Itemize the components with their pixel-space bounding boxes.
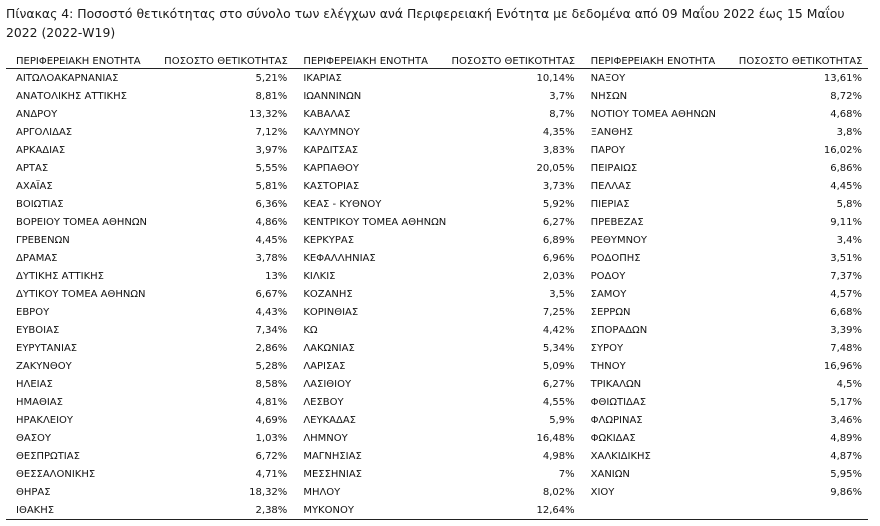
positivity-rate: 5,81% [255, 180, 288, 192]
region-name: ΜΥΚΟΝΟΥ [293, 501, 449, 520]
positivity-rate: 13,61% [823, 72, 862, 84]
positivity-rate: 16,96% [823, 360, 862, 372]
region-name: ΜΑΓΝΗΣΙΑΣ [303, 450, 362, 462]
table-row [6, 141, 868, 159]
positivity-rate: 4,81% [255, 396, 288, 408]
table-row [6, 249, 868, 267]
positivity-rate: 4,69% [255, 414, 288, 426]
positivity-rate: 13,32% [249, 108, 288, 120]
positivity-rate: 10,14% [536, 72, 575, 84]
positivity-rate: 6,68% [830, 306, 862, 318]
region-name: ΚΟΡΙΝΘΙΑΣ [303, 306, 359, 318]
region-name: ΚΑΡΠΑΘΟΥ [303, 162, 359, 174]
table-row [6, 87, 868, 105]
positivity-rate: 7,25% [542, 306, 575, 318]
header-rate-2: ΠΟΣΟΣΤΟ ΘΕΤΙΚΟΤΗΤΑΣ [449, 54, 580, 69]
region-name: ΚΑΡΔΙΤΣΑΣ [303, 144, 359, 156]
positivity-rate: 5,17% [830, 396, 862, 408]
region-name: ΣΑΜΟΥ [590, 288, 627, 300]
region-name: ΑΙΤΩΛΟΑΚΑΡΝΑΝΙΑΣ [16, 72, 119, 84]
region-name: ΡΟΔΟΠΗΣ [590, 252, 641, 264]
region-name: ΚΕΦΑΛΛΗΝΙΑΣ [303, 252, 376, 264]
region-name: ΚΑΣΤΟΡΙΑΣ [303, 180, 360, 192]
region-name: ΣΥΡΟΥ [590, 342, 624, 354]
region-name: ΗΡΑΚΛΕΙΟΥ [16, 414, 74, 426]
region-name: ΡΕΘΥΜΝΟΥ [590, 234, 648, 246]
positivity-rate: 16,48% [536, 432, 575, 444]
region-name: ΛΗΜΝΟΥ [303, 432, 348, 444]
positivity-rate: 3,39% [830, 324, 862, 336]
table-row [6, 303, 868, 321]
region-name: ΡΟΔΟΥ [590, 270, 626, 282]
header-row [6, 54, 868, 69]
positivity-rate: 7,37% [830, 270, 862, 282]
region-name: ΚΕΝΤΡΙΚΟΥ ΤΟΜΕΑ ΑΘΗΝΩΝ [303, 216, 447, 228]
region-name: ΝΑΞΟΥ [590, 72, 626, 84]
region-name: ΑΡΚΑΔΙΑΣ [16, 144, 66, 156]
region-name: ΓΡΕΒΕΝΩΝ [16, 234, 70, 246]
positivity-rate: 4,43% [255, 306, 288, 318]
table-row [6, 213, 868, 231]
region-name: ΞΑΝΘΗΣ [590, 126, 633, 138]
region-name: ΚΙΛΚΙΣ [303, 270, 336, 282]
positivity-rate: 5,9% [549, 414, 575, 426]
positivity-rate: 8,81% [255, 90, 288, 102]
positivity-rate: 5,21% [255, 72, 288, 84]
table-row [6, 411, 868, 429]
positivity-table [6, 54, 868, 520]
table-row [6, 69, 868, 88]
region-name: ΒΟΡΕΙΟΥ ΤΟΜΕΑ ΑΘΗΝΩΝ [16, 216, 147, 228]
region-name: ΗΛΕΙΑΣ [16, 378, 53, 390]
positivity-rate: 18,32% [249, 486, 288, 498]
table-row [6, 195, 868, 213]
table-row [6, 375, 868, 393]
region-name: ΗΜΑΘΙΑΣ [16, 396, 63, 408]
positivity-rate: 2,03% [542, 270, 575, 282]
table-row [6, 285, 868, 303]
region-name: ΔΥΤΙΚΗΣ ΑΤΤΙΚΗΣ [16, 270, 104, 282]
region-name: ΤΡΙΚΑΛΩΝ [590, 378, 642, 390]
positivity-rate: 6,96% [542, 252, 575, 264]
positivity-rate: 4,71% [255, 468, 288, 480]
positivity-rate: 8,02% [542, 486, 575, 498]
positivity-rate: 5,09% [542, 360, 575, 372]
region-name: ΑΝΑΤΟΛΙΚΗΣ ΑΤΤΙΚΗΣ [16, 90, 127, 102]
region-name: ΙΚΑΡΙΑΣ [303, 72, 342, 84]
header-region-3: ΠΕΡΙΦΕΡΕΙΑΚΗ ΕΝΟΤΗΤΑ [581, 54, 737, 69]
region-name: ΚΩ [303, 324, 318, 336]
region-name: ΠΑΡΟΥ [590, 144, 625, 156]
table-row [6, 357, 868, 375]
table-row [6, 483, 868, 501]
region-name: ΚΕΡΚΥΡΑΣ [303, 234, 355, 246]
positivity-rate: 5,28% [255, 360, 288, 372]
positivity-rate: 16,02% [823, 144, 862, 156]
positivity-rate: 3,4% [836, 234, 862, 246]
region-name: ΘΕΣΠΡΩΤΙΑΣ [16, 450, 80, 462]
positivity-rate: 3,7% [549, 90, 575, 102]
region-name: ΑΝΔΡΟΥ [16, 108, 58, 120]
table-row [6, 393, 868, 411]
positivity-rate: 6,67% [255, 288, 288, 300]
table-row [6, 501, 868, 520]
region-name: ΝΟΤΙΟΥ ΤΟΜΕΑ ΑΘΗΝΩΝ [590, 108, 716, 120]
header-rate-3: ΠΟΣΟΣΤΟ ΘΕΤΙΚΟΤΗΤΑΣ [737, 54, 868, 69]
region-name: ΘΑΣΟΥ [16, 432, 52, 444]
positivity-rate: 3,73% [542, 180, 575, 192]
region-name: ΔΥΤΙΚΟΥ ΤΟΜΕΑ ΑΘΗΝΩΝ [16, 288, 146, 300]
positivity-rate: 8,72% [830, 90, 862, 102]
table-row [6, 105, 868, 123]
positivity-rate: 7,48% [830, 342, 862, 354]
region-name: ΧΑΛΚΙΔΙΚΗΣ [590, 450, 651, 462]
region-name: ΠΕΛΛΑΣ [590, 180, 632, 192]
positivity-rate: 7,12% [255, 126, 288, 138]
positivity-rate: 3,46% [830, 414, 862, 426]
positivity-rate: 8,58% [255, 378, 288, 390]
region-name: ΧΙΟΥ [590, 486, 615, 498]
region-name: ΒΟΙΩΤΙΑΣ [16, 198, 64, 210]
region-name: ΚΑΛΥΜΝΟΥ [303, 126, 360, 138]
region-name: ΛΕΥΚΑΔΑΣ [303, 414, 356, 426]
positivity-rate: 6,86% [830, 162, 862, 174]
region-name: ΦΘΙΩΤΙΔΑΣ [590, 396, 647, 408]
positivity-rate: 13% [265, 270, 288, 282]
region-name: ΦΛΩΡΙΝΑΣ [590, 414, 643, 426]
positivity-rate: 6,27% [542, 378, 575, 390]
table-caption: Πίνακας 4: Ποσοστό θετικότητας στο σύνολο των ελέγχων ανά Περιφερειακή Ενότητα με δεδομένα από 09 Μαΐου 2022 έως 15 Μαΐου 2022 (2022-W19) [6, 6, 845, 40]
positivity-rate: 7,34% [255, 324, 288, 336]
table-row [6, 447, 868, 465]
positivity-rate: 3,97% [255, 144, 288, 156]
region-name: ΛΑΣΙΘΙΟΥ [303, 378, 352, 390]
region-name: ΚΟΖΑΝΗΣ [303, 288, 353, 300]
positivity-rate: 6,27% [542, 216, 575, 228]
positivity-rate: 8,7% [549, 108, 575, 120]
positivity-rate: 4,45% [255, 234, 288, 246]
positivity-rate: 4,55% [542, 396, 575, 408]
positivity-rate: 4,68% [830, 108, 862, 120]
region-name: ΧΑΝΙΩΝ [590, 468, 630, 480]
positivity-rate: 3,51% [830, 252, 862, 264]
table-row [6, 177, 868, 195]
table-row [6, 159, 868, 177]
positivity-rate: 12,64% [449, 501, 580, 520]
positivity-rate: 9,11% [830, 216, 862, 228]
table-row [6, 123, 868, 141]
region-name [581, 501, 737, 520]
positivity-rate: 3,5% [549, 288, 575, 300]
positivity-rate: 7% [558, 468, 575, 480]
region-name: ΑΡΤΑΣ [16, 162, 49, 174]
region-name: ΙΩΑΝΝΙΝΩΝ [303, 90, 362, 102]
table-row [6, 465, 868, 483]
positivity-rate: 5,55% [255, 162, 288, 174]
positivity-rate [737, 501, 868, 520]
positivity-rate: 4,87% [830, 450, 862, 462]
header-rate-1: ΠΟΣΟΣΤΟ ΘΕΤΙΚΟΤΗΤΑΣ [162, 54, 293, 69]
positivity-rate: 3,8% [836, 126, 862, 138]
region-name: ΠΕΙΡΑΙΩΣ [590, 162, 638, 174]
region-name: ΑΡΓΟΛΙΔΑΣ [16, 126, 73, 138]
positivity-rate: 6,36% [255, 198, 288, 210]
positivity-rate: 4,35% [542, 126, 575, 138]
positivity-rate: 20,05% [536, 162, 575, 174]
positivity-rate: 4,45% [830, 180, 862, 192]
positivity-rate: 1,03% [255, 432, 288, 444]
region-name: ΕΥΡΥΤΑΝΙΑΣ [16, 342, 78, 354]
positivity-rate: 2,38% [162, 501, 293, 520]
region-name: ΜΕΣΣΗΝΙΑΣ [303, 468, 363, 480]
positivity-rate: 5,92% [542, 198, 575, 210]
region-name: ΑΧΑΪΑΣ [16, 180, 53, 192]
region-name: ΚΑΒΑΛΑΣ [303, 108, 351, 120]
positivity-rate: 3,78% [255, 252, 288, 264]
region-name: ΔΡΑΜΑΣ [16, 252, 58, 264]
table-row [6, 231, 868, 249]
table-row [6, 267, 868, 285]
positivity-rate: 4,57% [830, 288, 862, 300]
region-name: ΘΗΡΑΣ [16, 486, 51, 498]
region-name: ΣΠΟΡΑΔΩΝ [590, 324, 648, 336]
table-row [6, 339, 868, 357]
positivity-rate: 6,72% [255, 450, 288, 462]
positivity-rate: 5,8% [836, 198, 862, 210]
region-name: ΤΗΝΟΥ [590, 360, 626, 372]
region-name: ΝΗΣΩΝ [590, 90, 628, 102]
region-name: ΜΗΛΟΥ [303, 486, 341, 498]
header-region-1: ΠΕΡΙΦΕΡΕΙΑΚΗ ΕΝΟΤΗΤΑ [6, 54, 162, 69]
region-name: ΦΩΚΙΔΑΣ [590, 432, 636, 444]
table-row [6, 321, 868, 339]
positivity-rate: 4,5% [836, 378, 862, 390]
positivity-rate: 6,89% [542, 234, 575, 246]
header-region-2: ΠΕΡΙΦΕΡΕΙΑΚΗ ΕΝΟΤΗΤΑ [293, 54, 449, 69]
region-name: ΣΕΡΡΩΝ [590, 306, 631, 318]
region-name: ΠΡΕΒΕΖΑΣ [590, 216, 644, 228]
positivity-rate: 4,42% [542, 324, 575, 336]
table-row [6, 429, 868, 447]
positivity-rate: 5,95% [830, 468, 862, 480]
region-name: ΘΕΣΣΑΛΟΝΙΚΗΣ [16, 468, 96, 480]
positivity-rate: 4,86% [255, 216, 288, 228]
region-name: ΖΑΚΥΝΘΟΥ [16, 360, 72, 372]
region-name: ΛΑΚΩΝΙΑΣ [303, 342, 355, 354]
positivity-rate: 2,86% [255, 342, 288, 354]
region-name: ΕΒΡΟΥ [16, 306, 50, 318]
region-name: ΚΕΑΣ - ΚΥΘΝΟΥ [303, 198, 382, 210]
region-name: ΛΕΣΒΟΥ [303, 396, 344, 408]
region-name: ΛΑΡΙΣΑΣ [303, 360, 346, 372]
positivity-rate: 9,86% [830, 486, 862, 498]
region-name: ΙΘΑΚΗΣ [6, 501, 162, 520]
positivity-rate: 4,89% [830, 432, 862, 444]
region-name: ΠΙΕΡΙΑΣ [590, 198, 630, 210]
positivity-rate: 5,34% [542, 342, 575, 354]
positivity-rate: 3,83% [542, 144, 575, 156]
region-name: ΕΥΒΟΙΑΣ [16, 324, 60, 336]
positivity-rate: 4,98% [542, 450, 575, 462]
